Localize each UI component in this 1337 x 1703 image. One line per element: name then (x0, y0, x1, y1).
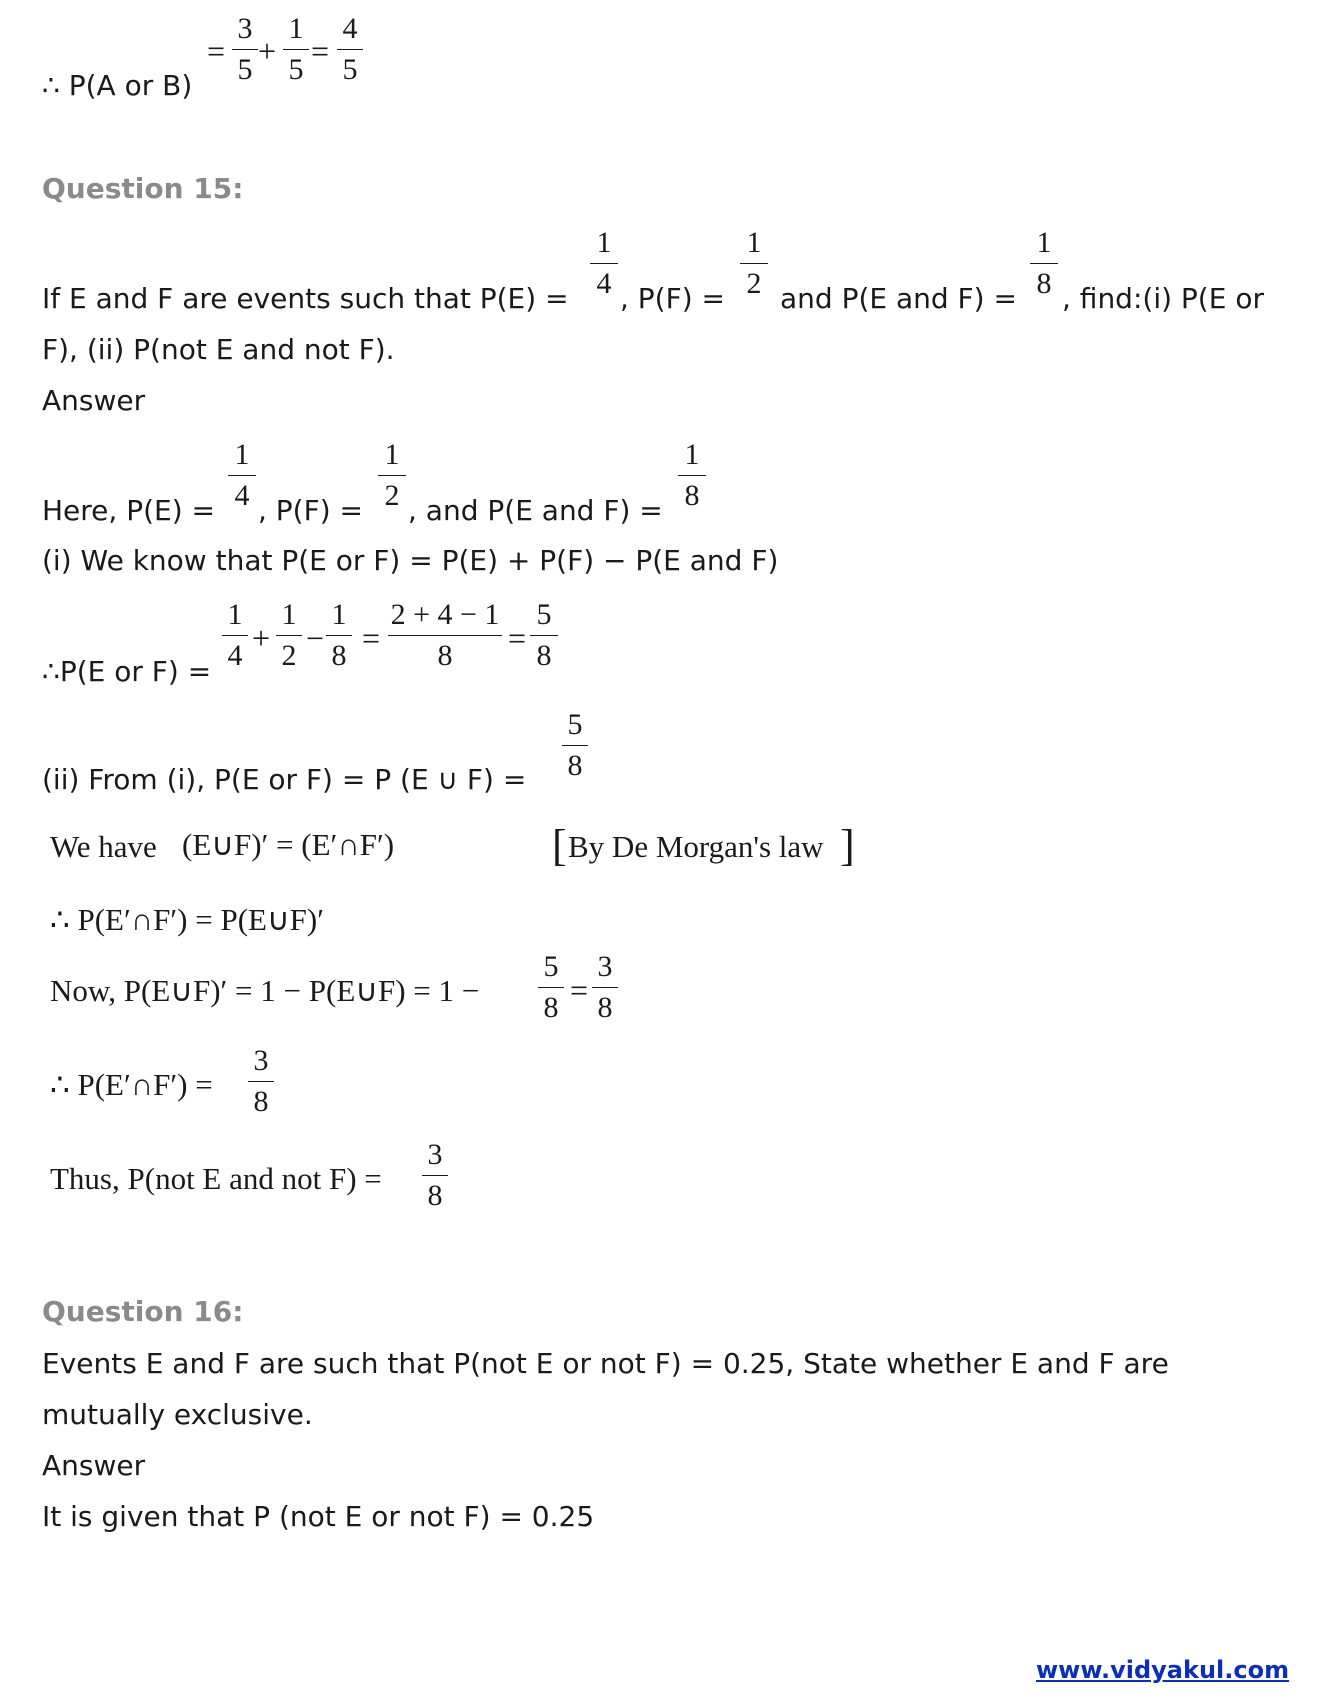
part-ii-text: (ii) From (i), P(E or F) = P (E ∪ F) = (42, 763, 527, 796)
thus-line: Thus, P(not E and not F) = (50, 1161, 382, 1196)
prev-label: ∴ P(A or B) (42, 69, 193, 102)
de-morgan-law: By De Morgan's law (568, 829, 824, 864)
q15-text-prefix: If E and F are events such that P(E) = (42, 282, 569, 315)
plus-op: + (252, 620, 271, 656)
fraction: 3 8 (592, 952, 618, 1023)
here-text: Here, P(E) = (42, 494, 215, 527)
here-and-text: , and P(E and F) = (408, 494, 663, 527)
fraction: 1 8 (326, 600, 352, 671)
eq-op: = (508, 620, 527, 656)
question-15-heading: Question 15: (42, 172, 244, 205)
fraction-pe: 1 4 (590, 228, 618, 299)
op: = (311, 33, 330, 69)
answer-label: Answer (42, 1449, 146, 1482)
eq-op: = (570, 972, 589, 1008)
op: + (258, 33, 277, 69)
de-morgan-equation: (E∪F)′ = (E′∩F′) (182, 827, 395, 862)
q16-text-line2: mutually exclusive. (42, 1398, 313, 1431)
fraction: 1 2 (276, 600, 302, 671)
fraction: 5 8 (538, 952, 564, 1023)
fraction: 5 8 (562, 710, 588, 781)
therefore-line-2: ∴ P(E′∩F′) = (50, 1067, 213, 1102)
question-16-heading: Question 16: (42, 1295, 244, 1328)
fraction: 2 + 4 − 1 8 (388, 600, 502, 671)
fraction: 3 8 (248, 1046, 274, 1117)
fraction: 5 8 (530, 600, 558, 671)
fraction-pef: 1 8 (1030, 228, 1058, 299)
fraction: 3 8 (422, 1140, 448, 1211)
q16-given: It is given that P (not E or not F) = 0.25 (42, 1500, 595, 1533)
q15-text-find: , find:(i) P(E or (1062, 282, 1264, 315)
we-have-text: We have (50, 829, 157, 864)
q15-text-and: and P(E and F) = (780, 282, 1017, 315)
fraction-pe: 1 4 (228, 440, 256, 511)
part-i-calc-label: ∴P(E or F) = (42, 655, 212, 688)
fraction-pf: 1 2 (740, 228, 768, 299)
minus-op: − (306, 620, 325, 656)
eq-op: = (362, 620, 381, 656)
now-line: Now, P(E∪F)′ = 1 − P(E∪F) = 1 − (50, 973, 480, 1008)
fraction-pf: 1 2 (378, 440, 406, 511)
bracket-close: ] (840, 821, 855, 870)
bracket-open: [ (552, 821, 567, 870)
fraction: 1 5 (283, 14, 309, 85)
here-pf-text: , P(F) = (258, 494, 363, 527)
website-link[interactable]: www.vidyakul.com (1036, 1656, 1290, 1684)
op: = (207, 33, 226, 69)
part-i-text: (i) We know that P(E or F) = P(E) + P(F) − P(E and F) (42, 544, 779, 577)
q15-text-line2: F), (ii) P(not E and not F). (42, 333, 395, 366)
q15-text-pf: , P(F) = (620, 282, 725, 315)
fraction: 3 5 (232, 14, 258, 85)
fraction-pef: 1 8 (678, 440, 706, 511)
answer-label: Answer (42, 384, 146, 417)
fraction: 4 5 (337, 14, 363, 85)
therefore-line-1: ∴ P(E′∩F′) = P(E∪F)′ (50, 902, 325, 937)
q16-text-line1: Events E and F are such that P(not E or not F) = 0.25, State whether E and F are (42, 1347, 1169, 1380)
fraction: 1 4 (222, 600, 248, 671)
